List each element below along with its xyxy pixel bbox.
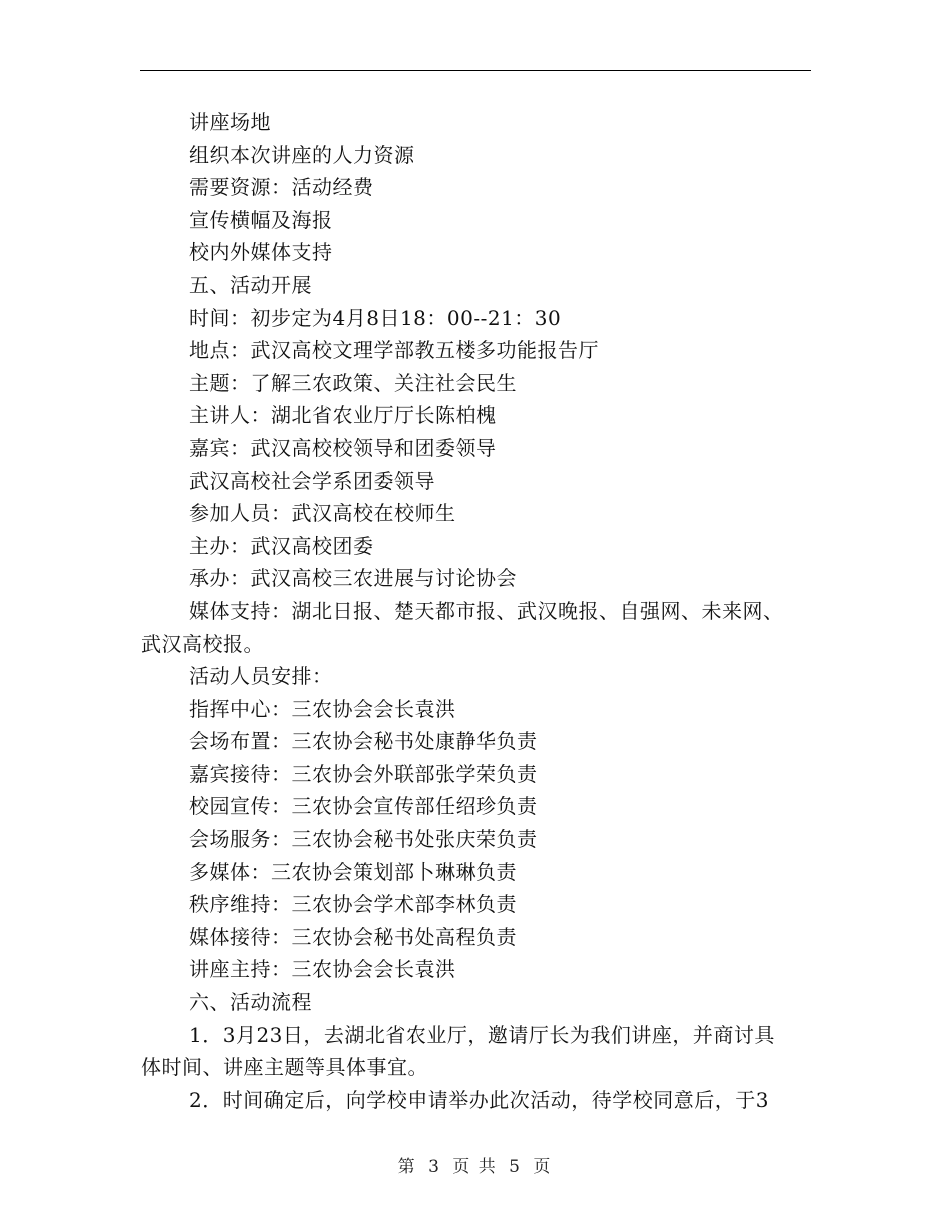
footer-total-pages: 5 — [509, 1157, 522, 1177]
text-line: 五、活动开展 — [189, 272, 312, 297]
text-line: 地点：武汉高校文理学部教五楼多功能报告厅 — [189, 338, 599, 363]
text-line: 组织本次讲座的人力资源 — [189, 142, 415, 167]
text-line: 活动人员安排： — [189, 664, 333, 689]
text-line: 2．时间确定后，向学校申请举办此次活动，待学校同意后，于3 — [189, 1087, 769, 1112]
text-line: 武汉高校社会学系团委领导 — [189, 468, 435, 493]
text-line: 讲座主持：三农协会会长袁洪 — [189, 957, 456, 982]
text-line: 嘉宾接待：三农协会外联部张学荣负责 — [189, 761, 538, 786]
text-line: 宣传横幅及海报 — [189, 207, 333, 232]
text-line: 体时间、讲座主题等具体事宜。 — [141, 1055, 428, 1080]
text-line: 六、活动流程 — [189, 990, 312, 1015]
text-line: 校园宣传：三农协会宣传部任绍珍负责 — [189, 794, 538, 819]
text-line: 嘉宾：武汉高校校领导和团委领导 — [189, 435, 497, 460]
footer-middle: 页 共 — [452, 1157, 498, 1177]
document-body — [141, 106, 811, 1116]
text-line: 武汉高校报。 — [141, 631, 264, 656]
text-line: 媒体支持：湖北日报、楚天都市报、武汉晚报、自强网、未来网、 — [189, 598, 784, 623]
footer-page-number: 3 — [428, 1157, 441, 1177]
text-line: 需要资源：活动经费 — [189, 175, 374, 200]
text-line: 多媒体：三农协会策划部卜琳琳负责 — [189, 859, 517, 884]
text-line: 指挥中心：三农协会会长袁洪 — [189, 696, 456, 721]
text-line: 校内外媒体支持 — [189, 240, 333, 265]
text-line: 主题：了解三农政策、关注社会民生 — [189, 370, 517, 395]
text-line: 讲座场地 — [189, 110, 271, 134]
text-line: 参加人员：武汉高校在校师生 — [189, 501, 456, 526]
text-line: 主讲人：湖北省农业厅厅长陈柏槐 — [189, 403, 497, 428]
text-line: 时间：初步定为4月8日18：00--21：30 — [189, 305, 562, 330]
text-line: 主办：武汉高校团委 — [189, 533, 374, 558]
text-line: 1．3月23日，去湖北省农业厅，邀请厅长为我们讲座，并商讨具 — [189, 1022, 775, 1047]
header-rule — [140, 70, 811, 71]
text-line: 会场服务：三农协会秘书处张庆荣负责 — [189, 827, 538, 852]
page-footer — [0, 1152, 950, 1177]
footer-prefix: 第 — [397, 1157, 417, 1177]
text-line: 秩序维持：三农协会学术部李林负责 — [189, 892, 517, 917]
text-line: 承办：武汉高校三农进展与讨论协会 — [189, 566, 517, 591]
footer-suffix: 页 — [533, 1157, 553, 1177]
text-line: 媒体接待：三农协会秘书处高程负责 — [189, 924, 517, 949]
text-line: 会场布置：三农协会秘书处康静华负责 — [189, 729, 538, 754]
